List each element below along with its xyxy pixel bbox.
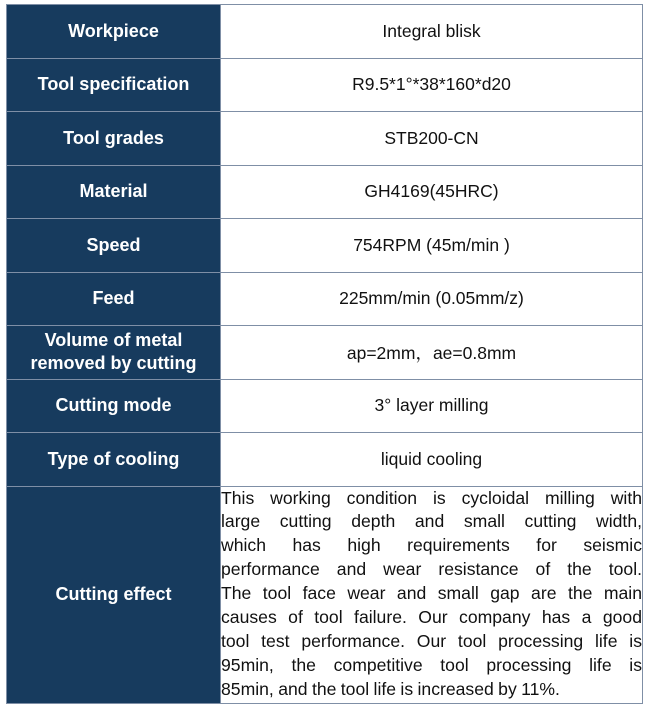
table-row — [7, 5, 643, 59]
row-value-workpiece: Integral blisk — [221, 5, 643, 59]
row-label-cooling: Type of cooling — [7, 433, 221, 487]
description-line: 85min, and the tool life is increased by 11%. — [221, 678, 560, 699]
row-label-workpiece: Workpiece — [7, 5, 221, 59]
table-row — [7, 112, 643, 166]
row-value-volume-removed: ap=2mm，ae=0.8mm — [221, 326, 643, 380]
row-label-material: Material — [7, 165, 221, 219]
table-row — [7, 326, 643, 380]
table-row — [7, 219, 643, 273]
row-value-cutting-mode: 3° layer milling — [221, 379, 643, 433]
description-line: 95min, the competitive tool processing life is — [221, 654, 642, 675]
table-row — [7, 165, 643, 219]
table-row — [7, 486, 643, 703]
table-row — [7, 272, 643, 326]
row-value-tool-specification: R9.5*1°*38*160*d20 — [221, 58, 643, 112]
cutting-effect-description — [221, 486, 643, 703]
row-value-feed: 225mm/min (0.05mm/z) — [221, 272, 643, 326]
row-value-speed: 754RPM (45m/min ) — [221, 219, 643, 273]
row-label-volume-removed — [7, 326, 221, 380]
row-label-tool-grades: Tool grades — [7, 112, 221, 166]
table-row — [7, 433, 643, 487]
row-label-tool-specification: Tool specification — [7, 58, 221, 112]
description-line: performance and wear resistance of the tool. — [221, 559, 642, 580]
description-line: The tool face wear and small gap are the main — [221, 583, 642, 604]
cutting-parameters-table — [6, 4, 643, 704]
row-label-speed: Speed — [7, 219, 221, 273]
description-line: This working condition is cycloidal milling with — [221, 487, 642, 508]
row-label-cutting-effect: Cutting effect — [7, 486, 221, 703]
row-value-tool-grades: STB200-CN — [221, 112, 643, 166]
row-label-volume-line2: removed by cutting — [30, 353, 197, 374]
row-label-cutting-mode: Cutting mode — [7, 379, 221, 433]
row-value-material: GH4169(45HRC) — [221, 165, 643, 219]
description-line: which has high requirements for seismic — [221, 535, 642, 556]
description-line: large cutting depth and small cutting width, — [221, 511, 642, 532]
description-line: causes of tool failure. Our company has a good — [221, 607, 642, 628]
row-label-feed: Feed — [7, 272, 221, 326]
description-line: tool test performance. Our tool processing life is — [221, 630, 642, 651]
table-row — [7, 379, 643, 433]
row-label-volume-line1: Volume of metal — [44, 330, 183, 351]
table-row — [7, 58, 643, 112]
row-value-cooling: liquid cooling — [221, 433, 643, 487]
